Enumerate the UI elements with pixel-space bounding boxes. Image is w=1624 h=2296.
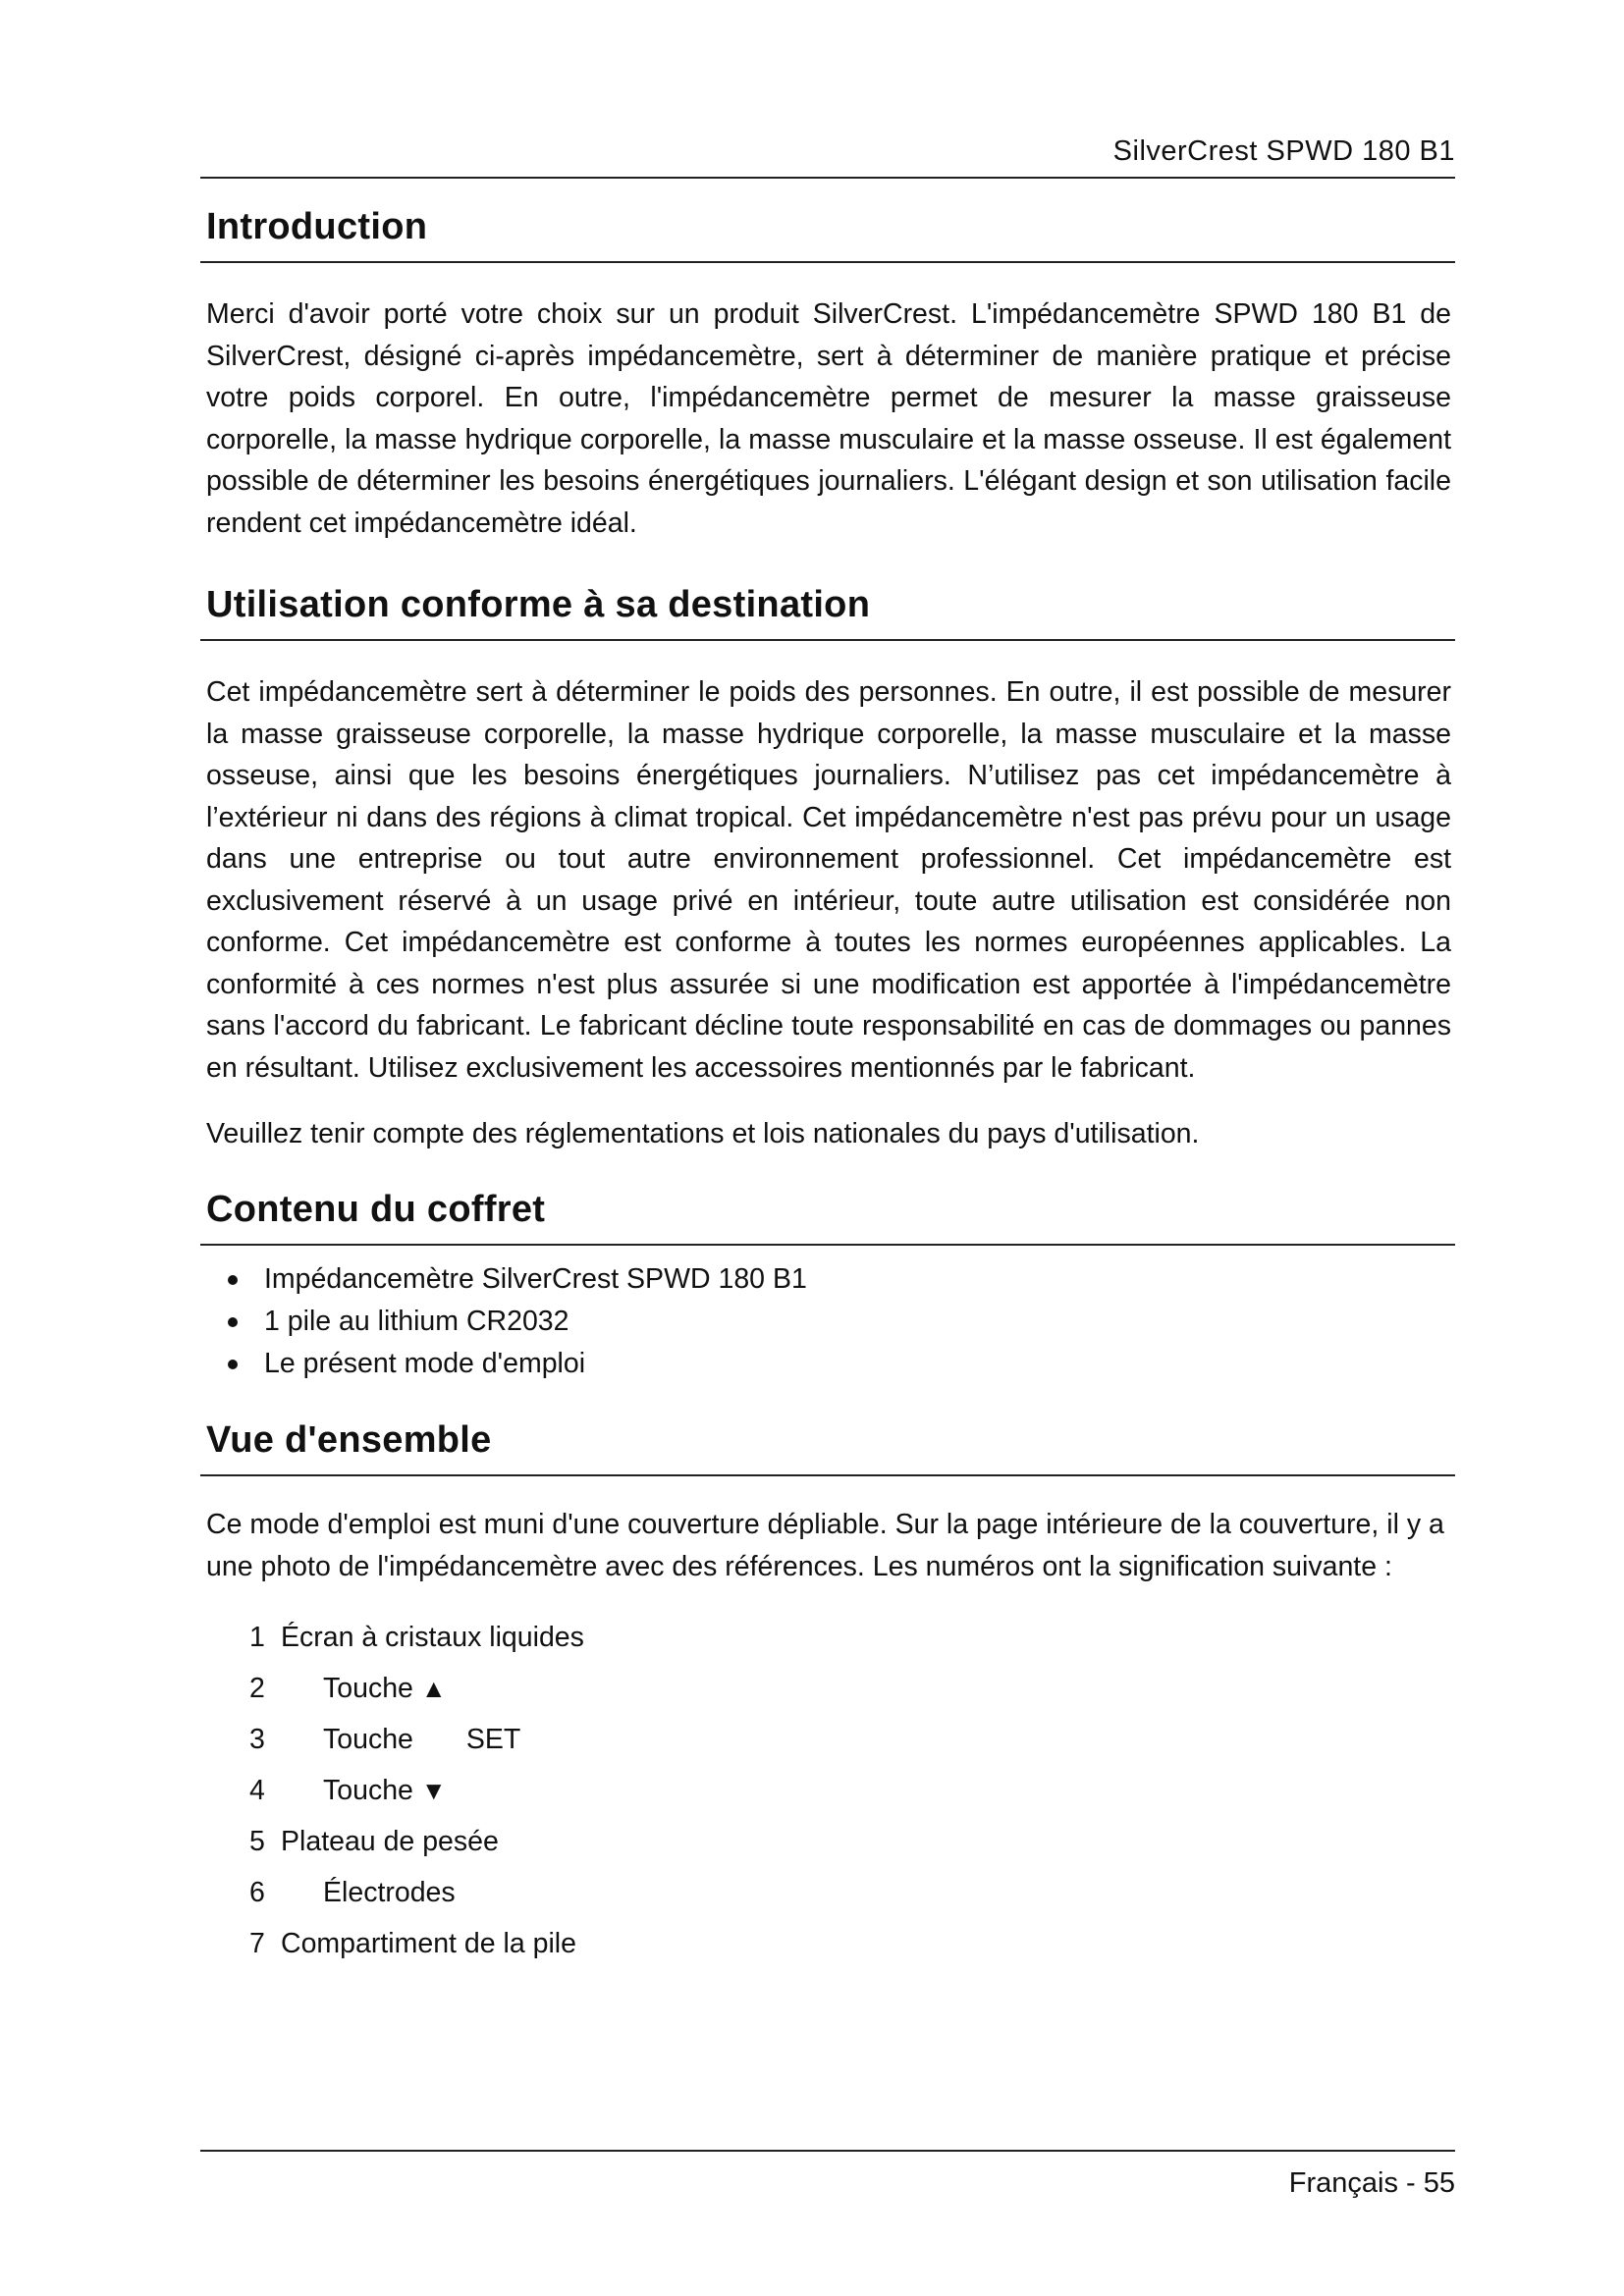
introduction-paragraph: Merci d'avoir porté votre choix sur un produit SilverCrest. L'impédancemètre SPWD 180 B1 de SilverCrest, désigné ci-après impédancemètre, sert à déterminer de manière pratique et précise votre poids corporel. En outre, l'impédancemètre permet de mesurer la masse graisseuse corporelle, la masse hydrique corporelle, la masse musculaire et la masse osseuse. Il est également possible de déterminer les besoins énergétiques journaliers. L'élégant design et son utilisation facile rendent cet impédancemètre idéal. xyxy=(206,298,1451,539)
part-item-2: 2 Touche ▲ xyxy=(249,1673,447,1704)
part-item-3: 3 Touche SET xyxy=(249,1724,521,1755)
running-header: SilverCrest SPWD 180 B1 xyxy=(1112,135,1455,167)
header-rule xyxy=(200,177,1455,179)
part-item-5: 5 Plateau de pesée xyxy=(249,1826,499,1857)
overview-paragraph: Ce mode d'emploi est muni d'une couverture dépliable. Sur la page intérieure de la couverture, il y a une photo de l'impédancemètre avec des références. Les numéros ont la signification suivante : xyxy=(206,1509,1444,1582)
list-item: Impédancemètre SilverCrest SPWD 180 B1 xyxy=(206,1258,807,1301)
section-rule-intended-use xyxy=(200,639,1455,641)
arrow-down-icon: ▼ xyxy=(420,1776,447,1805)
parts-list xyxy=(249,1612,584,1969)
part-item-1: 1 Écran à cristaux liquides xyxy=(249,1622,584,1653)
section-title-intended-use: Utilisation conforme à sa destination xyxy=(206,584,871,625)
intended-use-note: Veuillez tenir compte des réglementations et lois nationales du pays d'utilisation. xyxy=(206,1118,1200,1149)
intended-use-paragraph: Cet impédancemètre sert à déterminer le poids des personnes. En outre, il est possible de mesurer la masse graisseuse corporelle, la masse hydrique corporelle, la masse musculaire et la masse osseuse, ainsi que les besoins énergétiques journaliers. N’utilisez pas cet impédancemètre à l’extérieur ni dans des régions à climat tropical. Cet impédancemètre n'est pas prévu pour un usage dans une entreprise ou tout autre environnement professionnel. Cet impédancemètre est exclusivement réservé à un usage privé en intérieur, toute autre utilisation est considérée non conforme. Cet impédancemètre est conforme à toutes les normes européennes applicables. La conformité à ces normes n'est plus assurée si une modification est apportée à l'impédancemètre sans l'accord du fabricant. Le fabricant décline toute responsabilité en cas de dommages ou pannes en résultant. Utilisez exclusivement les accessoires mentionnés par le fabricant. xyxy=(206,676,1451,1084)
list-item: 1 pile au lithium CR2032 xyxy=(206,1301,807,1343)
part-item-6: 6 Électrodes xyxy=(249,1877,456,1908)
arrow-up-icon: ▲ xyxy=(420,1674,447,1703)
page-footer: Français - 55 xyxy=(1288,2167,1455,2199)
bullet-icon xyxy=(228,1360,238,1369)
set-key-label: SET xyxy=(465,1724,521,1755)
section-rule-contents xyxy=(200,1244,1455,1246)
section-title-overview: Vue d'ensemble xyxy=(206,1419,492,1461)
list-item: Le présent mode d'emploi xyxy=(206,1343,807,1385)
bullet-icon xyxy=(228,1275,238,1285)
section-title-contents: Contenu du coffret xyxy=(206,1189,546,1230)
part-item-4: 4 Touche ▼ xyxy=(249,1775,447,1806)
section-rule-overview xyxy=(200,1474,1455,1476)
section-title-introduction: Introduction xyxy=(206,206,428,247)
bullet-icon xyxy=(228,1317,238,1327)
section-rule-introduction xyxy=(200,261,1455,263)
footer-rule xyxy=(200,2150,1455,2152)
part-item-7: 7 Compartiment de la pile xyxy=(249,1928,576,1959)
contents-list xyxy=(206,1258,807,1385)
